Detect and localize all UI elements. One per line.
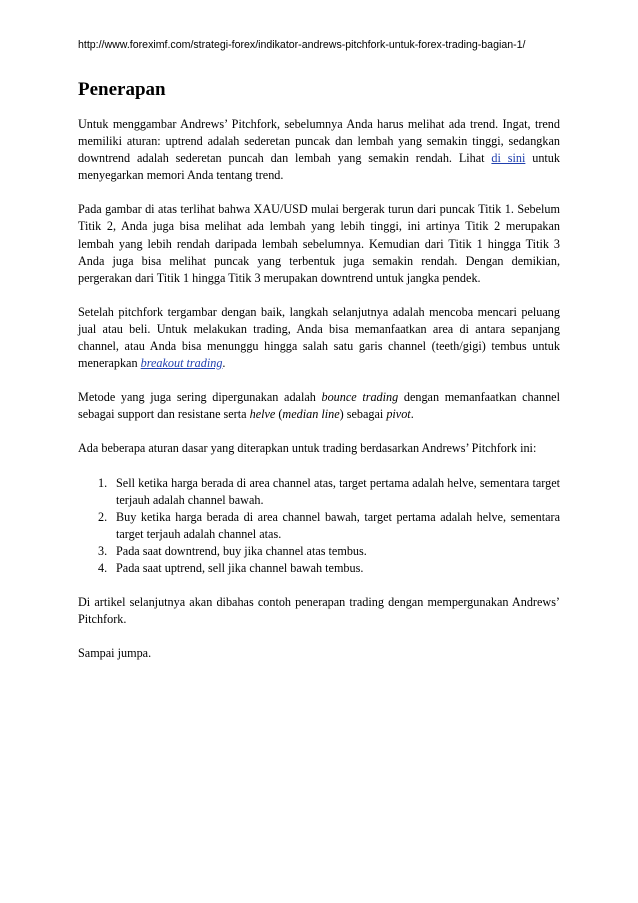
term-bounce-trading: bounce trading [321, 390, 399, 405]
header-url: http://www.foreximf.com/strategi-forex/indikator-andrews-pitchfork-untuk-forex-trading-bagian-1/ [78, 39, 526, 51]
paragraph-bounce-trading [78, 389, 560, 423]
paragraph-text: . [410, 407, 414, 422]
rules-list [78, 475, 560, 578]
term-helve: helve [249, 407, 276, 422]
di-sini-link[interactable]: di sini [491, 151, 526, 166]
list-number: 2. [98, 509, 108, 524]
paragraph-text: Metode yang juga sering dipergunakan adalah [78, 390, 322, 405]
paragraph-text: ( [275, 407, 283, 422]
breakout-trading-link-text: breakout trading [140, 356, 223, 371]
paragraph-text: dengan memanfaatkan channel sebagai support dan resistane serta [78, 390, 560, 422]
paragraph-trend-intro [78, 116, 560, 184]
term-pivot: pivot [386, 407, 411, 422]
breakout-trading-link[interactable] [140, 356, 226, 371]
list-item-text: Pada saat downtrend, buy jika channel atas tembus. [116, 543, 367, 558]
paragraph-xauusd: Pada gambar di atas terlihat bahwa XAU/USD mulai bergerak turun dari puncak Titik 1. Sebelum Titik 2, Anda juga bisa melihat ada lembah yang lebih tinggi, ini artinya Titik 2 merupakan lembah yang lebih rendah daripada lembah sebelumnya. Kemudian dari Titik 1 hingga Titik 3 Anda juga bisa melihat puncak yang terbentuk juga semakin rendah. Dengan demikian, pergerakan dari Titik 1 hingga Titik 3 merupakan downtrend untuk jangka pendek. [78, 202, 560, 285]
paragraph-text: untuk menyegarkan memori Anda tentang trend. [78, 151, 560, 183]
paragraph-text: Setelah pitchfork tergambar dengan baik, langkah selanjutnya adalah mencoba mencari peluang jual atau beli. Untuk melakukan trading, Anda bisa memanfaatkan area di antara sepanjang channel, atau Anda bisa menunggu hingga salah satu garis channel (teeth/gigi) tembus untuk menerapkan [78, 304, 560, 371]
list-item [98, 475, 560, 509]
paragraph-rules-intro: Ada beberapa aturan dasar yang diterapkan untuk trading berdasarkan Andrews’ Pitchfork ini: [78, 441, 537, 456]
paragraph-closing: Sampai jumpa. [78, 646, 152, 661]
list-item [98, 543, 560, 560]
section-heading: Penerapan [78, 79, 166, 100]
list-item [98, 560, 560, 577]
list-item [98, 509, 560, 543]
article-body [78, 116, 560, 679]
paragraph-text: ) sebagai [339, 407, 387, 422]
list-item-text: Sell ketika harga berada di area channel atas, target pertama adalah helve, sementara target terjauh adalah channel bawah. [116, 475, 560, 507]
list-number: 1. [98, 475, 108, 490]
paragraph-text: . [222, 356, 226, 371]
list-number: 3. [98, 543, 108, 558]
paragraph-text: Untuk menggambar Andrews’ Pitchfork, sebelumnya Anda harus melihat ada trend. Ingat, trend memiliki aturan: uptrend adalah sederetan puncak dan lembah yang semakin tinggi, sedangkan downtrend adalah sederetan puncah dan lembah yang semakin rendah. Lihat [78, 117, 560, 166]
list-item-text: Buy ketika harga berada di area channel bawah, target pertama adalah helve, sementara target terjauh adalah channel atas. [116, 509, 560, 541]
term-median-line: median line [282, 407, 340, 422]
paragraph-channel-trading [78, 304, 560, 372]
paragraph-next-article: Di artikel selanjutnya akan dibahas contoh penerapan trading dengan mempergunakan Andrews’ Pitchfork. [78, 595, 560, 627]
list-number: 4. [98, 560, 108, 575]
list-item-text: Pada saat uptrend, sell jika channel bawah tembus. [116, 560, 364, 575]
